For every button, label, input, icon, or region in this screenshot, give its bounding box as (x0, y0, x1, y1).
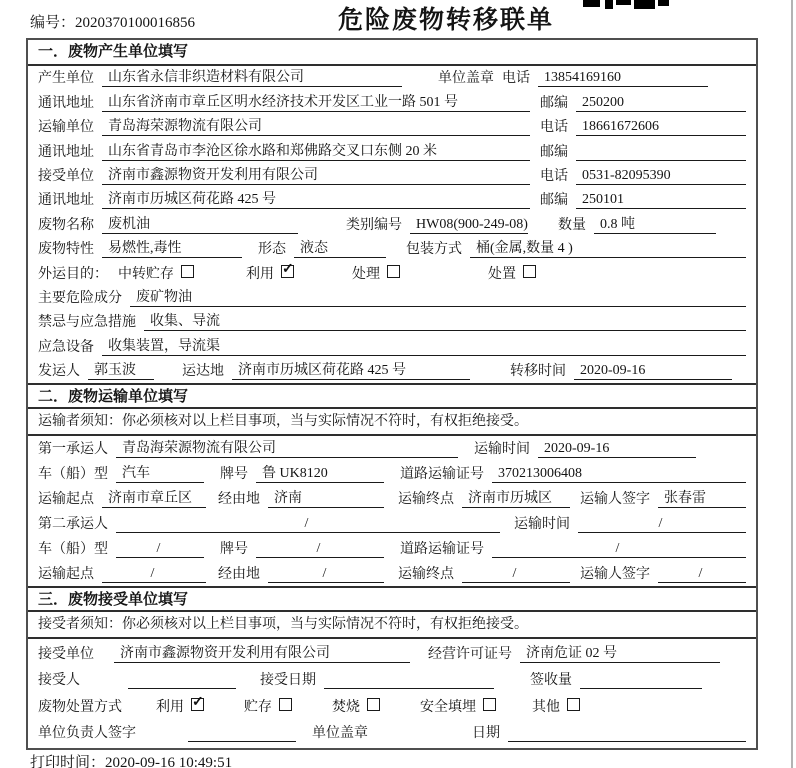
field-label: 形态 (258, 242, 286, 258)
form-row-accept-person (28, 666, 756, 693)
transporter-address-value: 山东省青岛市李沧区徐水路和郑佛路交叉口东侧 20 米 (102, 140, 530, 161)
checkbox-label: 安全填埋 (420, 699, 476, 715)
form-row-disposal-method (28, 692, 756, 719)
field-label: 废物处置方式 (38, 699, 122, 715)
field-label: 运输人签字 (580, 567, 650, 583)
treat-checkbox (387, 265, 400, 278)
disposal-option-other (532, 696, 580, 716)
field-label: 牌号 (220, 467, 248, 483)
dispose-checkbox (523, 265, 536, 278)
field-label: 经营许可证号 (428, 646, 512, 662)
print-time-line (30, 751, 232, 768)
serial-number: 2020370100016856 (75, 15, 196, 31)
transporter-zip-value (576, 144, 746, 161)
form-row-consignor (28, 359, 756, 383)
form-row-waste-name (28, 212, 756, 236)
field-label: 电话 (540, 120, 568, 136)
field-label: 运输人签字 (580, 492, 650, 508)
vehicle2-type-value: / (116, 541, 204, 558)
carrier1-name-value: 青岛海荣源物流有限公司 (116, 437, 458, 458)
producer-address-value: 山东省济南市章丘区明水经济技术开发区工业一路 501 号 (102, 91, 530, 112)
route1-via-value: 济南 (268, 487, 384, 508)
field-label: 运输终点 (398, 567, 454, 583)
field-label: 经由地 (218, 492, 260, 508)
waste-quantity-value: 0.8 吨 (594, 213, 716, 234)
utilize-checkbox (281, 265, 294, 278)
field-label: 道路运输证号 (400, 542, 484, 558)
disposal-option-landfill (420, 696, 496, 716)
checkbox-label: 处理 (352, 266, 380, 282)
emergency-equipment-value: 收集装置，导流渠 (102, 335, 746, 356)
field-label: 主要危险成分 (38, 290, 122, 306)
disposal-landfill-checkbox (483, 698, 496, 711)
field-label: 通讯地址 (38, 193, 94, 209)
field-label: 数量 (558, 217, 586, 233)
waste-form-value: 液态 (294, 237, 386, 258)
vehicle1-plate-value: 鲁 UK8120 (256, 462, 384, 483)
route2-end-value: / (462, 566, 570, 583)
unit-stamp-label: 单位盖章 (438, 71, 494, 87)
qr-fragment (583, 0, 693, 11)
field-label: 产生单位 (38, 71, 94, 87)
form-row-producer-address (28, 90, 756, 114)
transfer-date-value: 2020-09-16 (574, 363, 732, 380)
form-row-emergency-measures (28, 310, 756, 334)
field-label: 包装方式 (406, 242, 462, 258)
purpose-option-dispose (488, 263, 536, 283)
consignor-value: 郭玉波 (88, 359, 154, 380)
checkbox-label: 中转贮存 (118, 266, 174, 282)
destination-value: 济南市历城区荷花路 425 号 (232, 359, 470, 380)
disposal-utilize-checkbox (191, 698, 204, 711)
storage-checkbox (181, 265, 194, 278)
checkbox-label: 其他 (532, 699, 560, 715)
form-row-accept-unit (28, 639, 756, 666)
field-label: 牌号 (220, 542, 248, 558)
field-label: 禁忌与应急措施 (38, 315, 136, 331)
print-time-value: 2020-09-16 10:49:51 (105, 755, 233, 768)
form-row-vehicle-2 (28, 536, 756, 561)
route2-via-value: / (268, 566, 384, 583)
route2-origin-value: / (102, 566, 206, 583)
disposal-option-incinerate (332, 696, 380, 716)
serial-number-line (30, 11, 195, 32)
form-row-transporter (28, 115, 756, 139)
disposal-option-utilize (156, 696, 204, 716)
checkbox-label: 利用 (246, 266, 274, 282)
license-number-value: 济南危证 02 号 (520, 642, 720, 663)
form-row-vehicle-1 (28, 461, 756, 486)
section-transport (28, 383, 756, 586)
field-label: 接受日期 (260, 673, 316, 689)
scan-edge-line (791, 0, 793, 768)
field-label: 运输终点 (398, 492, 454, 508)
field-label: 邮编 (540, 95, 568, 111)
section-2-heading: 二．废物运输单位填写 (28, 383, 756, 409)
disposal-option-store (244, 696, 292, 716)
vehicle2-license-value: / (492, 541, 746, 558)
field-label: 运达地 (182, 364, 224, 380)
form-row-hazard-component (28, 286, 756, 310)
hazard-component-value: 废矿物油 (130, 286, 746, 307)
field-label: 道路运输证号 (400, 467, 484, 483)
form-row-emergency-equipment (28, 334, 756, 358)
packing-method-value: 桶(金属,数量 4 ) (470, 237, 746, 258)
disposal-incinerate-checkbox (367, 698, 380, 711)
field-label: 单位负责人签字 (38, 726, 136, 742)
disposal-store-checkbox (279, 698, 292, 711)
serial-label: 编号： (30, 15, 76, 31)
producer-phone-value: 13854169160 (538, 70, 708, 87)
form-row-route-2 (28, 561, 756, 586)
field-label: 应急设备 (38, 339, 94, 355)
checkbox-label: 利用 (156, 699, 184, 715)
field-label: 发运人 (38, 364, 80, 380)
field-label: 类别编号 (346, 217, 402, 233)
receiver-zip-value: 250101 (576, 192, 746, 209)
field-label: 废物名称 (38, 217, 94, 233)
checkbox-label: 焚烧 (332, 699, 360, 715)
vehicle1-type-value: 汽车 (116, 462, 204, 483)
transporter-name-value: 青岛海荣源物流有限公司 (102, 115, 530, 136)
accept-person-value (128, 672, 236, 689)
checkbox-label: 处置 (488, 266, 516, 282)
receiver-notice: 接受者须知：你必须核对以上栏目事项，当与实际情况不符时，有权拒绝接受。 (28, 612, 756, 639)
form-row-carrier-1 (28, 436, 756, 461)
receiver-address-value: 济南市历城区荷花路 425 号 (102, 188, 530, 209)
form-row-waste-character (28, 237, 756, 261)
carrier1-date-value: 2020-09-16 (538, 441, 696, 458)
carrier2-date-value: / (578, 516, 746, 533)
field-label: 运输单位 (38, 120, 94, 136)
waste-code-value: HW08(900-249-08) (410, 217, 528, 234)
form-row-producer (28, 66, 756, 90)
form-row-transfer-purpose (28, 261, 756, 285)
route1-origin-value: 济南市章丘区 (102, 487, 206, 508)
field-label: 废物特性 (38, 242, 94, 258)
field-label: 邮编 (540, 144, 568, 160)
section-receiver (28, 586, 756, 745)
field-label: 第一承运人 (38, 442, 108, 458)
disposal-other-checkbox (567, 698, 580, 711)
unit-stamp-label: 单位盖章 (312, 726, 368, 742)
field-label: 通讯地址 (38, 144, 94, 160)
waste-character-value: 易燃性,毒性 (102, 237, 242, 258)
form-row-receiver (28, 164, 756, 188)
receive-date-value (508, 725, 746, 742)
purpose-option-treat (352, 263, 400, 283)
purpose-option-storage (118, 263, 194, 283)
form-row-route-1 (28, 486, 756, 511)
form-row-responsible-signature (28, 719, 756, 746)
receiver-name-value: 济南市鑫源物资开发利用有限公司 (102, 164, 530, 185)
waste-name-value: 废机油 (102, 213, 298, 234)
responsible-signature-value (188, 725, 296, 742)
producer-name-value: 山东省永信非织造材料有限公司 (102, 66, 402, 87)
route1-signature-value: 张春雷 (658, 487, 746, 508)
signed-quantity-value (580, 672, 702, 689)
route1-end-value: 济南市历城区 (462, 487, 570, 508)
field-label: 签收量 (530, 673, 572, 689)
field-label: 运输起点 (38, 492, 94, 508)
form-row-carrier-2 (28, 511, 756, 536)
transporter-notice: 运输者须知：你必须核对以上栏目事项，当与实际情况不符时，有权拒绝接受。 (28, 409, 756, 436)
field-label: 外运目的： (38, 266, 108, 282)
field-label: 邮编 (540, 193, 568, 209)
field-label: 经由地 (218, 567, 260, 583)
field-label: 接受单位 (38, 646, 94, 662)
section-3-heading: 三．废物接受单位填写 (28, 586, 756, 612)
field-label: 电话 (502, 71, 530, 87)
accept-date-value (324, 672, 494, 689)
form-row-receiver-address (28, 188, 756, 212)
route2-signature-value: / (658, 566, 746, 583)
field-label: 转移时间 (510, 364, 566, 380)
checkbox-label: 贮存 (244, 699, 272, 715)
form-box (26, 38, 758, 750)
field-label: 接受单位 (38, 168, 94, 184)
form-row-transporter-address (28, 139, 756, 163)
field-label: 通讯地址 (38, 95, 94, 111)
section-1-heading: 一．废物产生单位填写 (28, 40, 756, 66)
field-label: 车（船）型 (38, 467, 108, 483)
transporter-phone-value: 18661672606 (576, 119, 746, 136)
section-producer (28, 40, 756, 383)
field-label: 运输起点 (38, 567, 94, 583)
emergency-measures-value: 收集、导流 (144, 310, 746, 331)
field-label: 日期 (472, 726, 500, 742)
purpose-option-utilize (246, 263, 294, 283)
field-label: 电话 (540, 168, 568, 184)
accept-unit-value: 济南市鑫源物资开发利用有限公司 (114, 642, 410, 663)
page-title: 危险废物转移联单 (337, 7, 555, 34)
print-time-label: 打印时间： (30, 755, 106, 768)
producer-zip-value: 250200 (576, 95, 746, 112)
vehicle2-plate-value: / (256, 541, 384, 558)
field-label: 运输时间 (514, 517, 570, 533)
receiver-phone-value: 0531-82095390 (576, 168, 746, 185)
field-label: 接受人 (38, 673, 80, 689)
field-label: 第二承运人 (38, 517, 108, 533)
vehicle1-license-value: 370213006408 (492, 466, 746, 483)
carrier2-name-value: / (116, 516, 500, 533)
field-label: 车（船）型 (38, 542, 108, 558)
field-label: 运输时间 (474, 442, 530, 458)
